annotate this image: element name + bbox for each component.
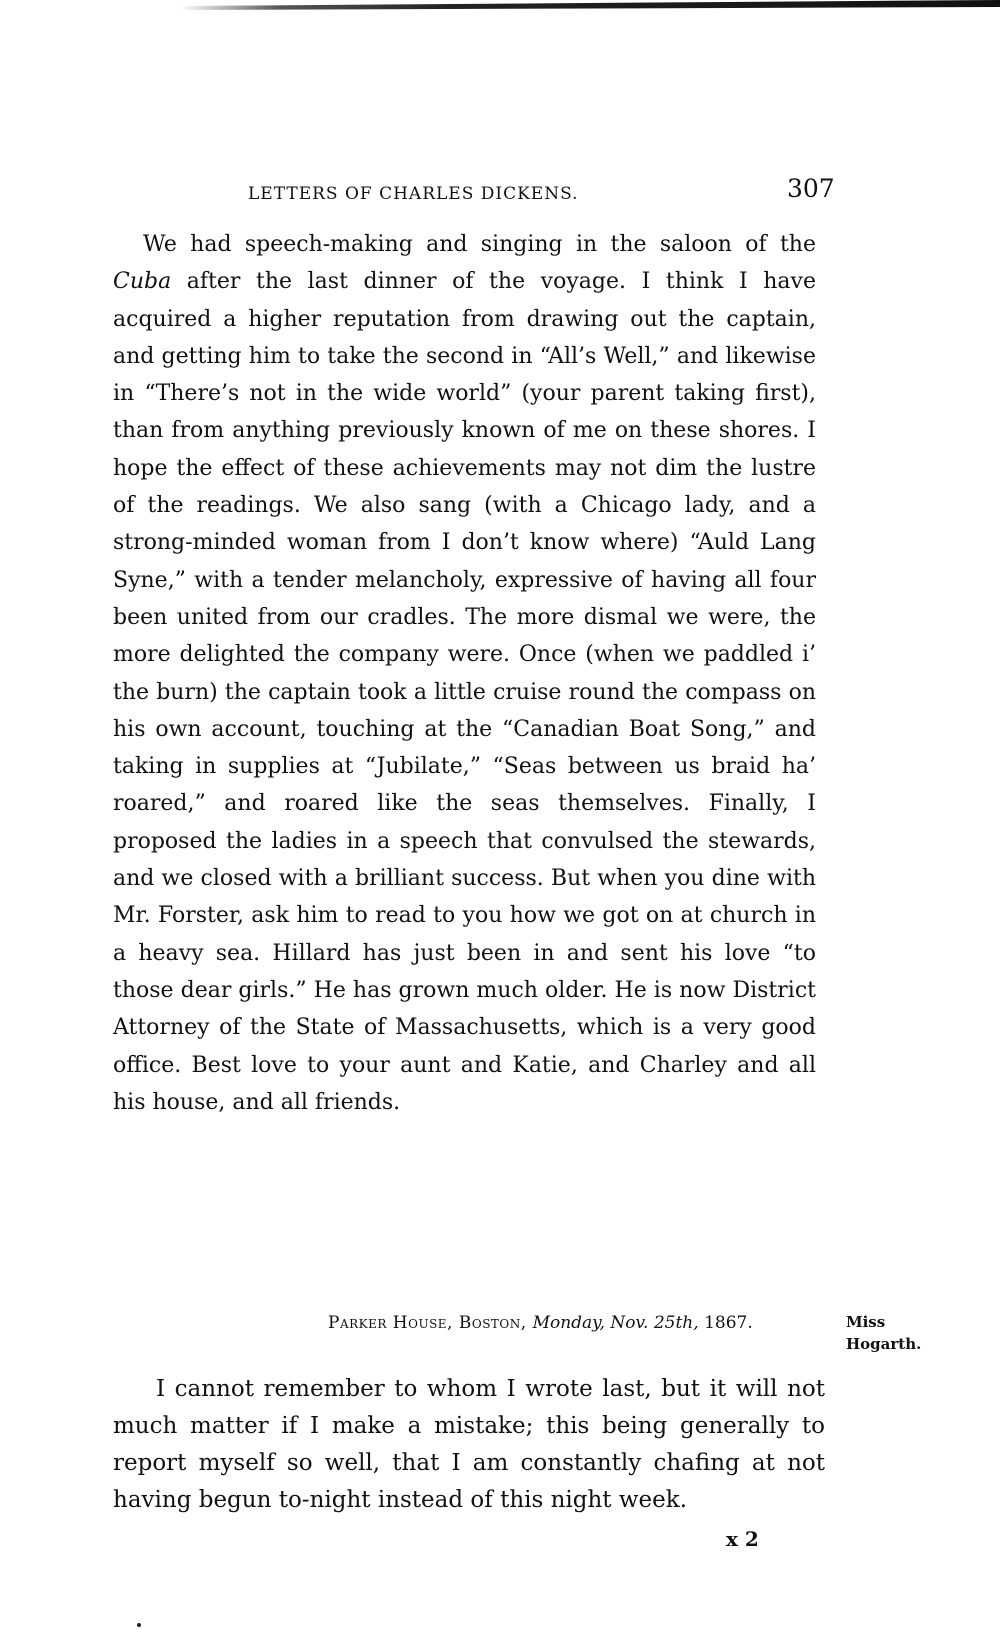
- margin-note-line-2: Hogarth.: [846, 1335, 922, 1353]
- page-header: [0, 168, 1000, 208]
- letter-dateline: [328, 1313, 753, 1333]
- dateline-date: Monday, Nov. 25th,: [532, 1313, 699, 1333]
- dateline-year: 1867.: [698, 1313, 753, 1333]
- letter-paragraph-1: [113, 226, 816, 1121]
- running-head: LETTERS OF CHARLES DICKENS.: [248, 184, 579, 204]
- ship-name: Cuba: [113, 269, 172, 295]
- top-edge-rule: [0, 0, 1000, 10]
- recipient-margin-note: [846, 1311, 921, 1355]
- paragraph-1-text-b: after the last dinner of the voyage. I think I have acquired a higher reputation from drawing out the captain, and getting him to take the second in “All’s Well,” and likewise in “There’s not in the wide world” (your parent taking first), than from anything previously known of me on these shores. I hope the effect of these achievements may not dim the lustre of the readings. We also sang (with a Chicago lady, and a strong-minded woman from I don’t know where) “Auld Lang Syne,” with a tender melancholy, expressive of having all four been united from our cradles. The more dismal we were, the more delighted the company were. Once (when we paddled i’ the burn) the captain took a little cruise round the compass on his own account, touching at the “Canadian Boat Song,” and taking in supplies at “Jubilate,” “Seas between us braid ha’ roared,” and roared like the seas themselves. Finally, I proposed the ladies in a speech that convulsed the stewards, and we closed with a brilliant success. But when you dine with Mr. Forster, ask him to read to you how we got on at church in a heavy sea. Hillard has just been in and sent his love “to those dear girls.” He has grown much older. He is now District Attorney of the State of Massachusetts, which is a very good office. Best love to your aunt and Katie, and Charley and all his house, and all friends.: [113, 269, 816, 1115]
- page-speck: [137, 1623, 141, 1627]
- signature-mark: x 2: [726, 1527, 759, 1551]
- dateline-place: Parker House, Boston,: [328, 1313, 533, 1333]
- paragraph-1-text-a: We had speech-making and singing in the saloon of the: [143, 232, 816, 257]
- page-number: 307: [787, 174, 835, 203]
- letter-paragraph-2: I cannot remember to whom I wrote last, but it will not much matter if I make a mistake; this being generally to report myself so well, that I am constantly chafing at not having begun to-night instead of this night week.: [113, 1376, 825, 1513]
- margin-note-line-1: Miss: [846, 1313, 886, 1331]
